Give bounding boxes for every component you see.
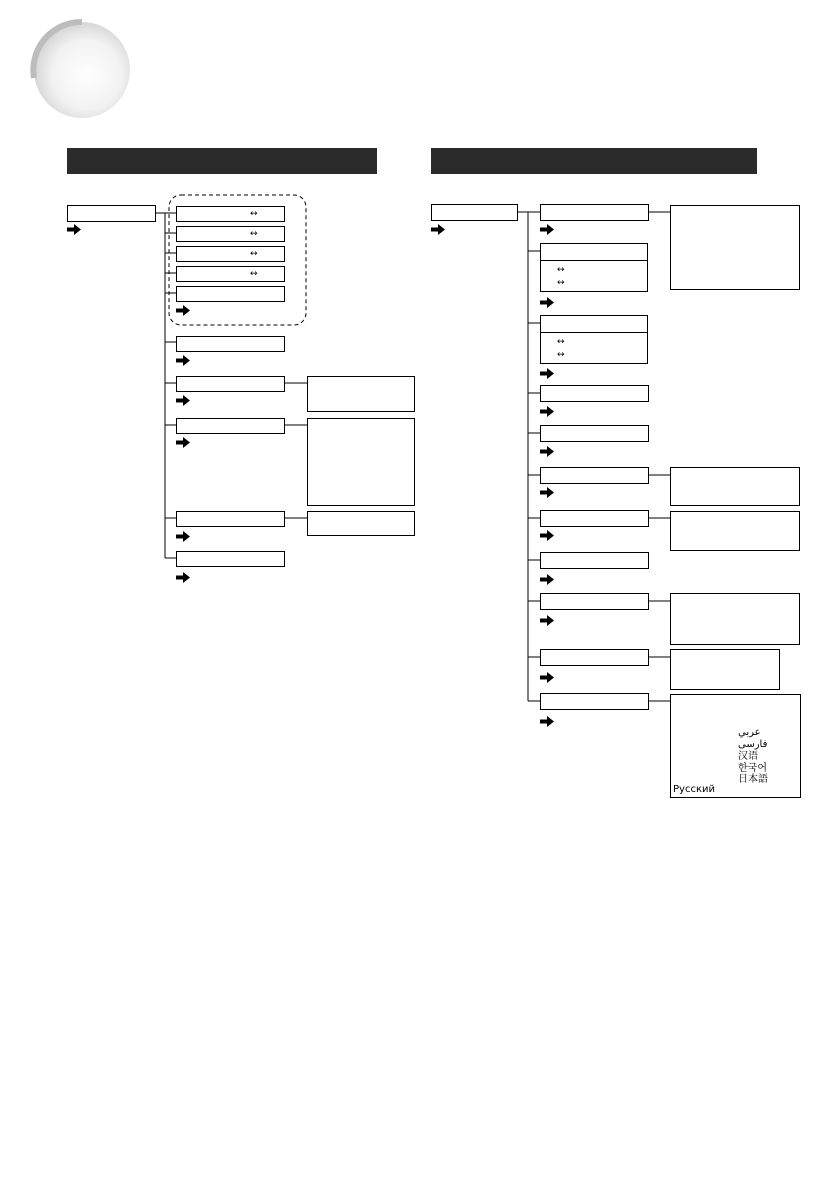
left-item-4-double-arrow: ↔ <box>250 269 258 279</box>
right-item-2-divider <box>540 260 648 261</box>
left-item-10-box <box>176 551 285 567</box>
right-item-3-divider <box>540 332 648 333</box>
right-item-5-box <box>540 425 649 442</box>
right-item-3-double-arrow-2: ↔ <box>557 350 565 360</box>
right-item-6-box <box>540 467 649 484</box>
right-item-2-double-arrow-1: ↔ <box>557 265 565 275</box>
left-item-8-box <box>176 418 285 434</box>
left-root-box <box>67 205 156 222</box>
right-item-1-arrow-icon <box>540 224 556 236</box>
language-option-korean: 한국어 <box>738 763 767 774</box>
right-language-options-box <box>670 694 801 798</box>
right-item-1-options-box <box>670 205 800 290</box>
left-item-6-arrow-icon <box>176 355 192 367</box>
language-option-arabic: عربي <box>738 727 761 738</box>
right-item-10-options-box <box>670 649 780 690</box>
right-item-6-arrow-icon <box>540 487 556 499</box>
left-item-5-box <box>176 286 285 302</box>
right-item-6-options-box <box>670 467 800 506</box>
right-item-10-box <box>540 649 649 666</box>
right-item-11-box <box>540 693 649 710</box>
left-item-8-arrow-icon <box>176 437 192 449</box>
language-option-russian: Русский <box>673 784 715 795</box>
left-item-5-arrow-icon <box>176 305 192 317</box>
left-item-6-box <box>176 336 285 352</box>
language-option-farsi: فارسی <box>738 739 768 750</box>
left-item-2-box <box>176 226 285 242</box>
right-item-5-arrow-icon <box>540 446 556 458</box>
left-item-1-box <box>176 206 285 222</box>
right-item-7-arrow-icon <box>540 530 556 542</box>
right-item-3-double-arrow-1: ↔ <box>557 337 565 347</box>
right-root-box <box>431 204 518 221</box>
left-item-4-box <box>176 266 285 282</box>
right-item-3-arrow-icon <box>540 368 556 380</box>
right-item-1-box <box>540 204 649 221</box>
right-item-4-box <box>540 385 649 402</box>
right-item-7-box <box>540 510 649 527</box>
right-item-10-arrow-icon <box>540 672 556 684</box>
right-item-9-box <box>540 593 649 610</box>
right-item-9-arrow-icon <box>540 615 556 627</box>
right-item-8-box <box>540 552 649 569</box>
right-item-8-arrow-icon <box>540 574 556 586</box>
left-item-7-options-box <box>307 376 415 412</box>
right-root-arrow-icon <box>431 224 447 236</box>
left-item-9-box <box>176 511 285 527</box>
left-item-7-arrow-icon <box>176 395 192 407</box>
right-item-11-arrow-icon <box>540 716 556 728</box>
language-option-japanese: 日本語 <box>738 774 768 785</box>
left-item-1-double-arrow: ↔ <box>250 209 258 219</box>
right-item-2-arrow-icon <box>540 297 556 309</box>
right-item-7-options-box <box>670 511 800 551</box>
left-item-8-options-box <box>307 418 415 506</box>
right-item-2-double-arrow-2: ↔ <box>557 278 565 288</box>
left-item-3-double-arrow: ↔ <box>250 249 258 259</box>
left-item-2-double-arrow: ↔ <box>250 229 258 239</box>
left-item-9-arrow-icon <box>176 531 192 543</box>
left-root-arrow-icon <box>67 224 83 236</box>
right-item-4-arrow-icon <box>540 406 556 418</box>
left-item-7-box <box>176 376 285 392</box>
language-option-chinese: 汉语 <box>738 751 758 762</box>
right-item-9-options-box <box>670 593 800 645</box>
left-item-3-box <box>176 246 285 262</box>
left-item-9-options-box <box>307 511 415 536</box>
left-item-10-arrow-icon <box>176 572 192 584</box>
